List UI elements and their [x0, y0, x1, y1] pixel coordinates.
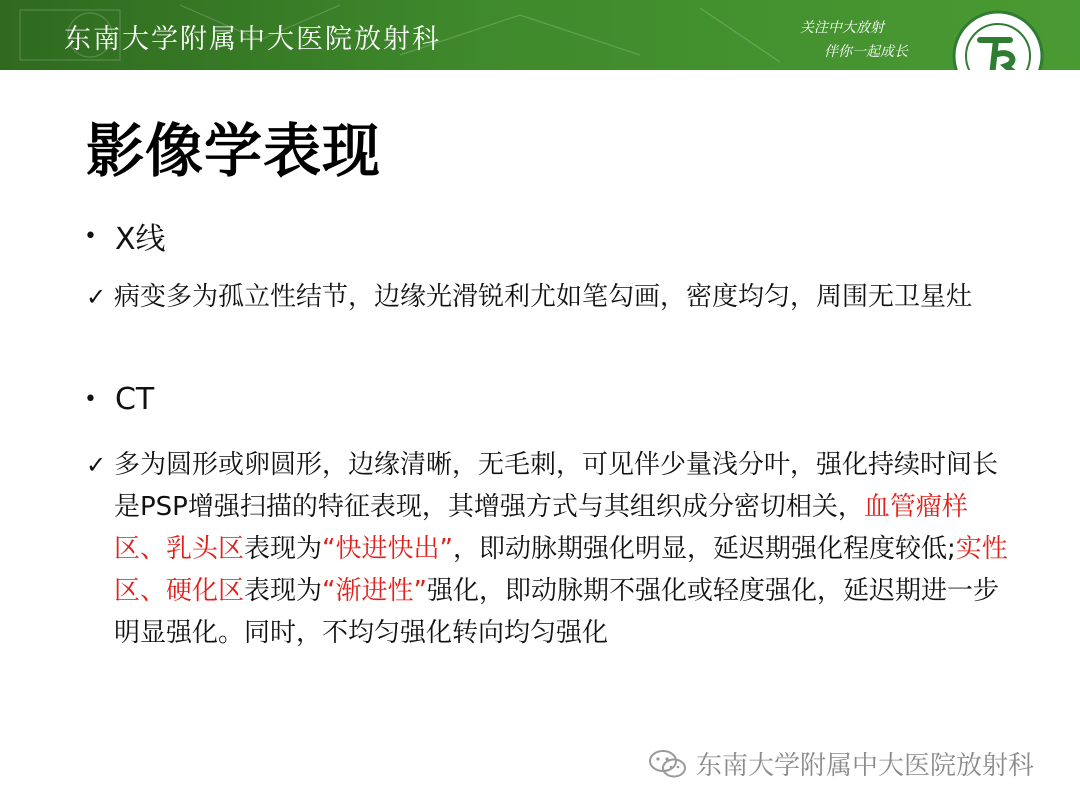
ct-text-part: ，即动脉期强化明显，延迟期强化程度较低; [452, 534, 956, 564]
slogan-line-2: 伴你一起成长 [824, 44, 908, 60]
slogan-line-1: 关注中大放射 [800, 20, 884, 36]
ct-text-part: 表现为 [244, 534, 323, 564]
bullet-ct-label: CT [114, 382, 155, 417]
wechat-icon [648, 748, 688, 780]
check-text-xray: 病变多为孤立性结节，边缘光滑锐利尤如笔勾画，密度均匀，周围无卫星灶 [114, 282, 973, 312]
bullet-xray-label: X线 [114, 222, 166, 257]
check-text-ct [86, 444, 1016, 654]
wechat-watermark [648, 745, 1034, 782]
bullet-dot-icon: • [84, 387, 97, 412]
header-title: 东南大学附属中大医院放射科 [64, 24, 441, 55]
bullet-dot-icon: • [84, 223, 97, 249]
check-item-xray [86, 276, 1016, 318]
checkmark-icon: ✓ [86, 283, 107, 311]
header-slogan [800, 16, 908, 64]
header-banner [0, 0, 1080, 70]
ct-highlight-fast-in-out: “快进快出” [322, 534, 453, 564]
hospital-logo [952, 10, 1044, 70]
slide-title: 影像学表现 [86, 117, 382, 185]
watermark-text: 东南大学附属中大医院放射科 [696, 751, 1035, 781]
check-item-ct [86, 444, 1016, 654]
ct-text-part: 强化，即动脉期不强化或轻度强化，延迟期进一步明显强化。同时，不均匀强化转向均匀强化 [114, 576, 999, 648]
ct-text-part: 表现为 [244, 576, 323, 606]
ct-highlight-solid-sclerotic: 实性区、硬化区 [114, 534, 1008, 606]
checkmark-icon: ✓ [86, 451, 107, 479]
ct-highlight-progressive: “渐进性” [322, 576, 427, 606]
ct-text-part: 多为圆形或卵圆形，边缘清晰，无毛刺，可见伴少量浅分叶，强化持续时间长是PSP增强扫描的特征表现，其增强方式与其组织成分密切相关， [114, 450, 999, 522]
bullet-ct [84, 382, 154, 417]
ct-highlight-vascular-papillary: 血管瘤样区、乳头区 [114, 492, 968, 564]
bullet-xray [84, 214, 166, 258]
